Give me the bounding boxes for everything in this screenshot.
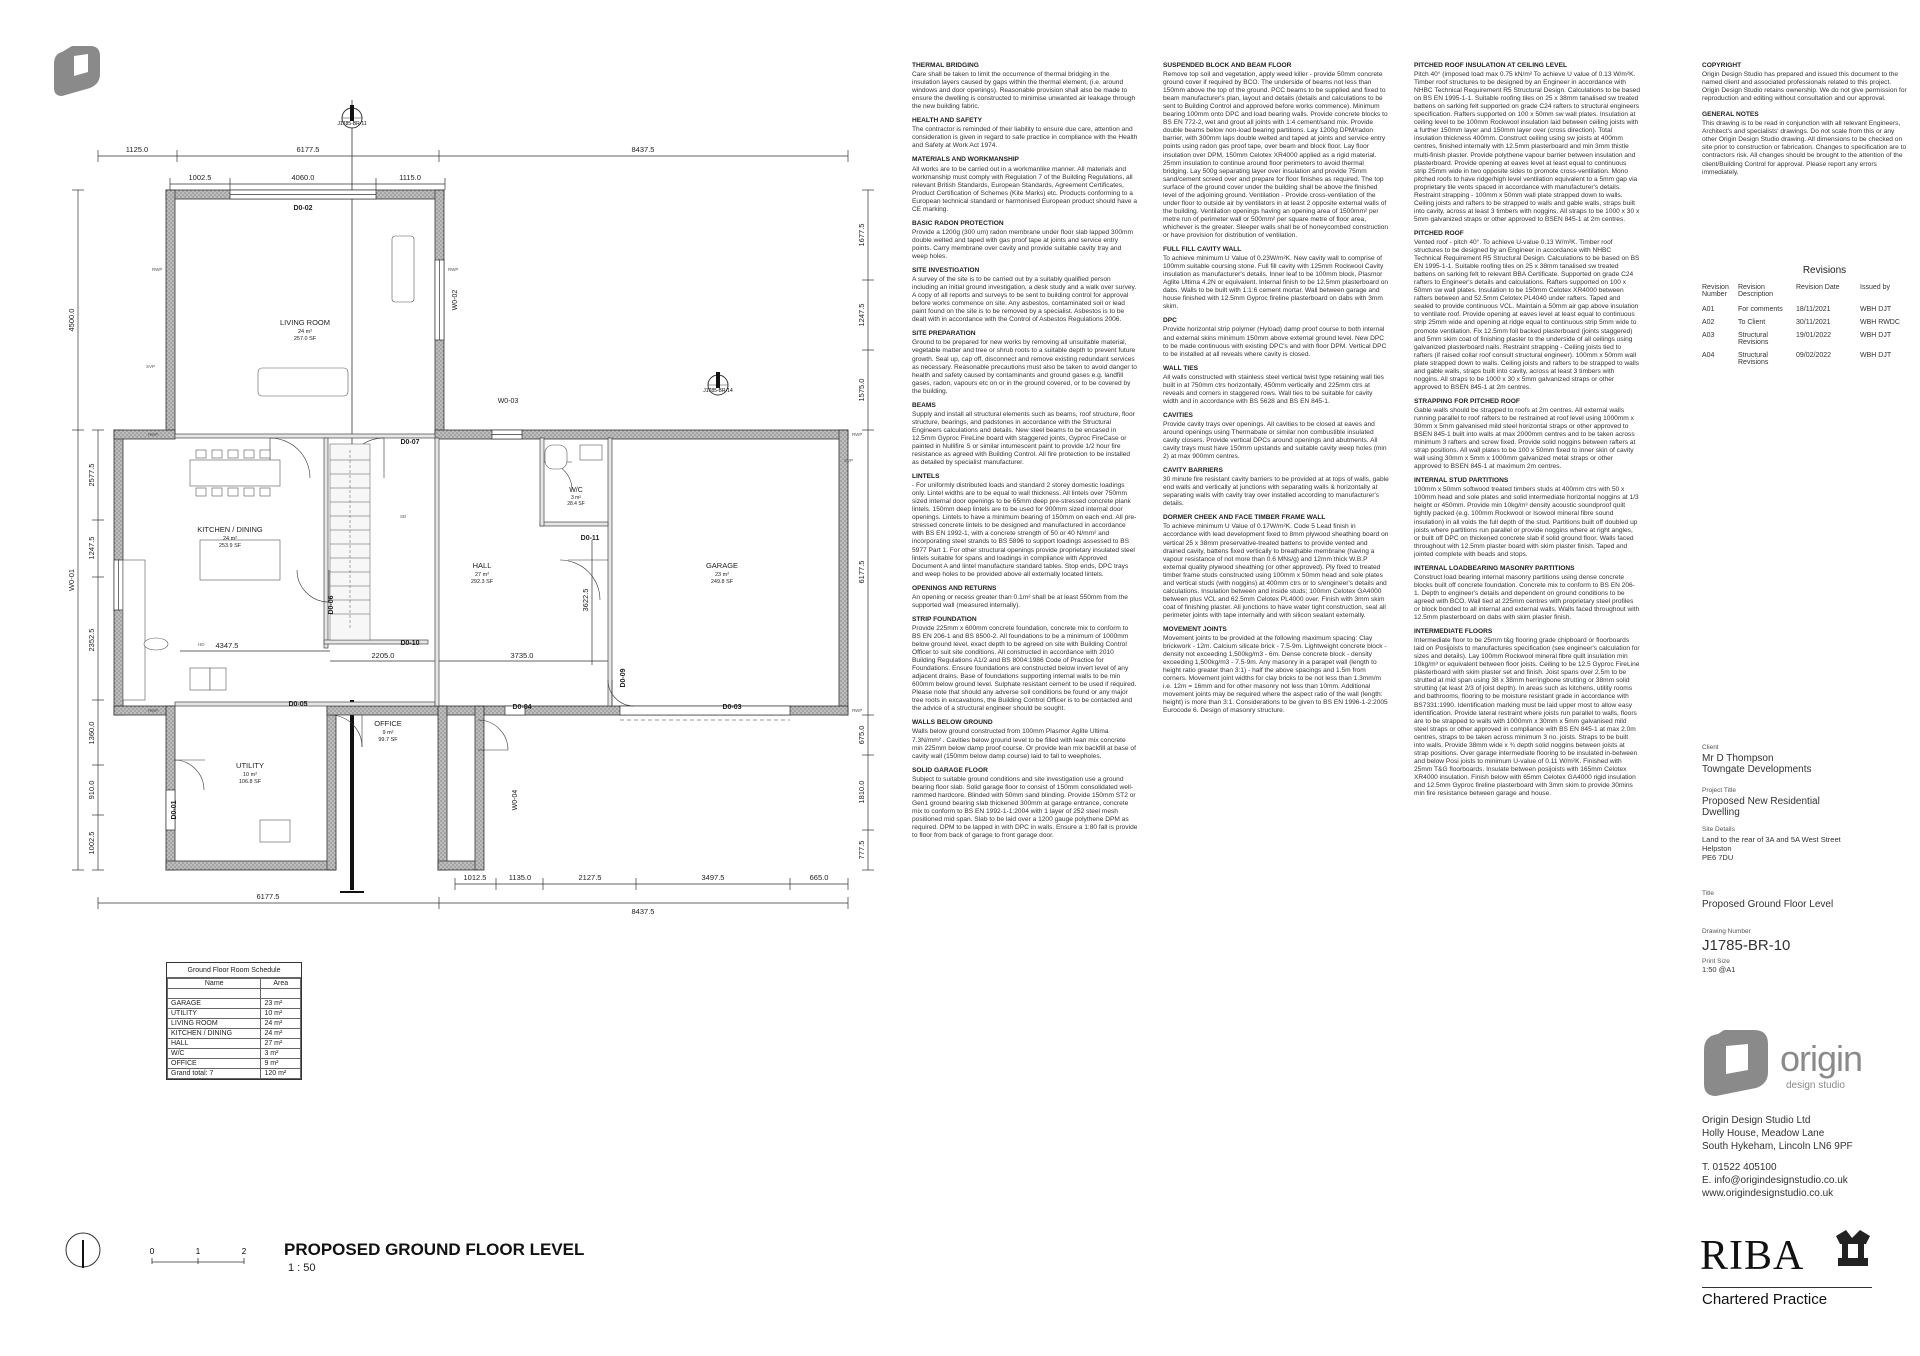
site-label: Site Details	[1702, 826, 1735, 833]
room-sf-office: 99.7 SF	[378, 737, 398, 743]
door-tag: D0-04	[512, 704, 532, 711]
notes-column-3	[1414, 62, 1640, 804]
title-label: Title	[1702, 890, 1715, 897]
svg-text:W0-01: W0-01	[67, 568, 76, 592]
note-heading: SITE PREPARATION	[912, 330, 976, 338]
section-marker-ref: J1785-BR-11	[337, 121, 367, 127]
svg-text:8437.5: 8437.5	[631, 145, 655, 154]
svg-text:SD: SD	[400, 514, 407, 519]
revisions-title: Revisions	[1802, 265, 1847, 276]
room-sf-kitchen: 253.9 SF	[218, 543, 242, 549]
company-address-1: Holly House, Meadow Lane	[1702, 1128, 1825, 1139]
note-section	[1163, 514, 1389, 620]
svg-text:RWP: RWP	[852, 432, 863, 437]
site-town: Helpston	[1702, 844, 1732, 853]
note-section	[912, 156, 1138, 213]
svg-text:1115.0: 1115.0	[399, 173, 421, 182]
room-sf-living: 257.0 SF	[293, 336, 317, 342]
svg-text:1012.5: 1012.5	[463, 873, 487, 882]
schedule-header: Area	[261, 979, 301, 989]
svg-text:RWP: RWP	[852, 708, 863, 713]
room-name-hall: HALL	[472, 561, 492, 570]
note-section	[912, 267, 1138, 324]
svg-text:1002.5: 1002.5	[188, 173, 212, 182]
note-body: To achieve minimum U Value of 0.23W/m²K. New cavity wall to comprise of 100mm suitable coursing stone. Full fill cavity with 125mm Rockwool Cavity insulation as manufacturer's details. Inner leaf to be 100mm block, Plasmor Aglite Ultima 4.2N or equivalent. Internal finish to be 12.5mm plasterboard on dabs. Walls to be built with 1:1:6 cement mortar. Wall between garage and house finished with 12.5mm Gyproc fireline plasterboard on dabs with 3mm skim.	[1163, 255, 1389, 311]
room-area-garage: 23 m²	[714, 572, 730, 578]
origin-logo-mark-icon	[1702, 1028, 1772, 1098]
note-section	[912, 62, 1138, 111]
note-body: An opening or recess greater than 0.1m² shall be at least 550mm from the supported wall (measured internally).	[912, 593, 1128, 609]
client-company: Towngate Developments	[1702, 764, 1812, 775]
garage-door	[620, 706, 790, 720]
svg-text:1135.0: 1135.0	[508, 873, 532, 882]
note-heading: SOLID GARAGE FLOOR	[912, 766, 988, 774]
door-tag: D0-09	[620, 668, 627, 688]
note-heading: INTERNAL STUD PARTITIONS	[1414, 477, 1509, 485]
svg-text:1247.5: 1247.5	[857, 303, 866, 327]
svg-text:1575.0: 1575.0	[857, 378, 866, 402]
company-details	[1702, 1114, 1907, 1200]
room-sf-wc: 28.4 SF	[567, 501, 585, 507]
note-heading: DORMER CHEEK AND FACE TIMBER FRAME WALL	[1163, 514, 1326, 522]
note-body: Remove top soil and vegetation, apply weed killer - provide 50mm concrete ground cover if required by BCO. The underside of beams not less than 150mm above the top of the ground. PCC beams to be supplied and fixed to beam manufacturer's plan, layout and details (details and calculations to be sent to Building Control and approved before works commence). Minimum bearing 100mm onto DPC and load bearing walls. Provide concrete blocks to BS EN 772-2, wet and grout all joints with 1:4 cement/sand mix. Provide double beams below non-load bearing partitions. Lay 1200g DPM/radon barrier, with 300mm laps double welted and taped at joints and service entry points using radon gas proof tape, over beam and block floor. Lay floor insulation over DPM, 150mm Celotex XR4000 applied as a rigid material. 25mm insulation to continue around floor perimeters to avoid thermal bridging. Lay 500g separating layer over insulation and provide 75mm sand/cement screed over and prepare for floor finishes as required. The top surface of the ground cover under the building shall be above the finished level of the adjoining ground. Ventilation - Provide cross-ventilation of the under floor to outside air by ventilators in at least 2 opposite external walls of the building. Ventilation openings having an opening area of 1500mm² per metre run of perimeter wall or 500mm² per square metre of floor area, whichever is the greater. Sleeper walls shall be of honeycombed construction or have provision for distribution of ventilation.	[1163, 71, 1389, 239]
svg-text:1002.5: 1002.5	[87, 831, 96, 855]
svg-text:HD: HD	[198, 642, 205, 647]
site-postcode: PE6 7DU	[1702, 853, 1734, 862]
room-area-wc: 3 m²	[571, 495, 581, 501]
table-row: W/C 3 m²	[168, 1049, 301, 1059]
svg-text:6177.5: 6177.5	[857, 560, 866, 584]
room-sf-hall: 292.3 SF	[470, 579, 494, 585]
note-heading: STRAPPING FOR PITCHED ROOF	[1414, 397, 1520, 405]
door-tag: D0-02	[293, 205, 313, 212]
note-body: Provide horizontal strip polymer (Hyload) damp proof course to both internal and external skins minimum 150mm above external ground level. New DPC to be made continuous with existing DPC's and with floor DPM. Vertical DPC to be installed at all reveals where cavity is closed.	[1163, 326, 1387, 358]
note-section	[1163, 467, 1389, 508]
svg-text:2: 2	[241, 1247, 247, 1256]
svg-text:RWP: RWP	[152, 267, 163, 272]
window-tags	[452, 290, 519, 811]
svg-text:3497.5: 3497.5	[701, 873, 725, 882]
windows	[114, 190, 525, 830]
room-area-living: 24 m²	[297, 329, 313, 335]
company-website[interactable]: www.origindesignstudio.co.uk	[1702, 1188, 1834, 1199]
note-heading: PITCHED ROOF INSULATION AT CEILING LEVEL	[1414, 62, 1567, 69]
note-heading: MOVEMENT JOINTS	[1163, 626, 1227, 633]
origin-logo-subtext: design studio	[1786, 1080, 1845, 1091]
note-section	[912, 719, 1138, 760]
note-section	[912, 117, 1138, 150]
dimension-lines	[72, 150, 874, 909]
table-row: A03 Structural Revisions 19/01/2022 WBH DJT	[1702, 332, 1892, 346]
table-row: OFFICE 9 m²	[168, 1059, 301, 1069]
note-heading: CAVITY BARRIERS	[1163, 467, 1223, 475]
note-section	[1163, 626, 1389, 716]
note-section	[1163, 62, 1389, 240]
schedule-header: Name	[168, 979, 261, 989]
print-size: 1:50 @A1	[1702, 965, 1736, 974]
table-row: HALL 27 m²	[168, 1039, 301, 1049]
note-section	[1414, 62, 1640, 224]
door-tag: D0-01	[171, 800, 178, 820]
scale-label: 1 : 50	[288, 1262, 316, 1274]
note-body: Construct load bearing internal masonry partitions using dense concrete blocks built off concrete foundation. Concrete mix to conform to BS EN 206-1. Depth to engineer's details and dependent on ground conditions to be agreed with BCO. Wall tied at 225mm centres with proprietary steel profiles or block bonded to all internal and external walls. Walls faced throughout with 12.5mm plasterboard on dabs with skim plaster finish.	[1414, 573, 1640, 622]
svg-text:8437.5: 8437.5	[631, 907, 655, 916]
svg-text:1: 1	[195, 1247, 201, 1256]
svg-text:0: 0	[149, 1247, 155, 1256]
note-section	[1414, 230, 1640, 392]
note-heading: BEAMS	[912, 401, 936, 409]
schedule-title: Ground Floor Room Schedule	[167, 963, 301, 978]
door-tag: D0-05	[288, 701, 308, 708]
table-row: A02 To Client 30/11/2021 WBH RWDC	[1702, 319, 1900, 326]
general-notes-body: This drawing is to be read in conjunction with all relevant Engineers, Architect's and specialists' drawings. Do not scale from this or any other Origin Design Studio drawing. All dimensions to be checked on site prior to construction or fabrication. Changes to specification are to contractors risk. All changes should be brought to the attention of the client/Building Control for approval. Please report any errors immediately.	[1702, 120, 1907, 176]
note-heading: OPENINGS AND RETURNS	[912, 584, 997, 592]
drawing-number: J1785-BR-10	[1702, 937, 1791, 954]
svg-text:SVP: SVP	[146, 364, 156, 369]
room-schedule	[166, 962, 302, 1080]
room-sf-utility: 106.8 SF	[238, 779, 262, 785]
svg-text:910.0: 910.0	[87, 780, 96, 800]
note-body: Provide cavity trays over openings. All cavities to be closed at eaves and around openings using Thermabate or similar non combustible insulated cavity closers. Provide vertical DPCs around openings and abutments. All cavity trays must have 150mm upstands and suitable cavity weep holes (min 2) at max 900mm centres.	[1163, 420, 1387, 461]
room-name-living: LIVING ROOM	[279, 318, 331, 327]
svg-text:6177.5: 6177.5	[256, 892, 280, 901]
note-heading: BASIC RADON PROTECTION	[912, 219, 1004, 227]
svg-text:SVP: SVP	[844, 458, 854, 463]
scale-bar	[150, 1247, 247, 1264]
note-section	[912, 616, 1138, 714]
note-body: Ground to be prepared for new works by removing all unsuitable material, vegetable matter and tree or shrub roots to a suitable depth to prevent future growth. Seal up, cap off, disconnect and remove existing redundant services as necessary. Reasonable precautions must also be taken to avoid danger to health and safety caused by contaminants and ground gases e.g. landfill gases, radon, vapours etc on or in the ground covered, or to be covered by the building.	[912, 339, 1137, 395]
note-section	[1163, 412, 1389, 461]
company-phone: T. 01522 405100	[1702, 1162, 1777, 1173]
north-arrow-icon	[66, 1233, 100, 1268]
copyright-body: Origin Design Studio has prepared and issued this document to the named client and associated professionals related to this project. Origin Design Studio retains ownership. We do not give permission for reproduction and editing without consultation and our approval.	[1702, 71, 1907, 103]
svg-text:777.5: 777.5	[857, 840, 866, 860]
note-body: Provide a 1200g (300 um) radon membrane under floor slab lapped 300mm double welted and taped with gas proof tape at joints and service entry points. Carry membrane over cavity and provide suitable cavity tray and weep holes.	[912, 228, 1134, 260]
riba-subtitle: Chartered Practice	[1702, 1291, 1828, 1308]
note-section	[1414, 398, 1640, 471]
site-address: Land to the rear of 3A and 5A West Street	[1702, 835, 1841, 844]
note-heading: SITE INVESTIGATION	[912, 267, 980, 275]
door-tag: D0-11	[580, 535, 600, 542]
note-heading: THERMAL BRIDGING	[912, 62, 979, 69]
client-label: Client	[1702, 744, 1719, 751]
svg-text:675.0: 675.0	[857, 725, 866, 745]
company-name: Origin Design Studio Ltd	[1702, 1115, 1811, 1126]
section-marker-ref: J1785-BR-14	[703, 388, 733, 394]
project-label: Project Title	[1702, 787, 1736, 794]
svg-text:1125.0: 1125.0	[125, 145, 149, 154]
note-body: All walls constructed with stainless steel vertical twist type retaining wall ties built in at 750mm ctrs horizontally, 450mm vertically and 225mm ctrs at reveals and corners in staggered rows. Wall ties to be suitable for cavity width and in accordance with BS 5628 and BS EN 845-1.	[1163, 373, 1384, 405]
svg-text:3735.0: 3735.0	[510, 651, 534, 660]
room-area-hall: 27 m²	[474, 572, 490, 578]
svg-text:4347.5: 4347.5	[215, 641, 239, 650]
door-tag: D0-06	[328, 595, 335, 615]
svg-text:RWP: RWP	[448, 267, 459, 272]
table-row: KITCHEN / DINING 24 m²	[168, 1029, 301, 1039]
svg-text:1360.0: 1360.0	[87, 721, 96, 745]
note-body: The contractor is reminded of their liability to ensure due care, attention and consideration is given in regard to safe practice in compliance with the Health and Safety at Work Act 1974.	[912, 126, 1138, 150]
origin-logo-text: origin	[1780, 1038, 1863, 1079]
door-swings	[174, 438, 634, 790]
table-row: LIVING ROOM 24 m²	[168, 1019, 301, 1029]
note-body: Supply and install all structural elements such as beams, roof structure, floor structure, bearings, and padstones in accordance with the Structural Engineers calculations and details. New steel beams to be encased in 12.5mm Gyproc FireLine board with staggered joints, Gyproc FireCase or painted in Nullifire S or similar intumescent paint to provide 1/2 hour fire resistance as agreed with Building Control. All fire protection to be installed as detailed by specialist manufacturer.	[912, 410, 1135, 467]
project-title-2: Dwelling	[1702, 807, 1740, 818]
svg-text:3622.5: 3622.5	[581, 588, 590, 612]
title-block	[1702, 744, 1907, 974]
origin-logo-mark-icon	[54, 46, 100, 96]
note-section	[912, 402, 1138, 467]
note-body: Subject to suitable ground conditions and site investigation use a ground bearing floor slab. Solid garage floor to consist of 150mm consolidated well-rammed hardcore. Blinded with 50mm sand blinding. Provide 150mm ST2 or Gen1 ground bearing slab thickened 300mm at garage entrance, concrete mix to conform to BS EN 1992-1-1:2004 with 1 layer of 252 steel mesh positioned mid span. Slab to be laid over a 1200 gauge polythene DPM as required. DPM to be lapped in with DPC in walls. Ensure a 1:80 fall is provide to floor from back of garage to front garage door.	[912, 775, 1138, 840]
svg-text:RWP: RWP	[148, 708, 159, 713]
note-section	[1414, 628, 1640, 798]
staircase	[330, 444, 370, 640]
room-sf-garage: 249.8 SF	[710, 579, 734, 585]
notes-column-1	[912, 62, 1138, 846]
svg-text:1247.5: 1247.5	[87, 536, 96, 560]
svg-text:RWP: RWP	[148, 432, 159, 437]
project-title: Proposed New Residential	[1702, 796, 1820, 807]
note-heading: INTERMEDIATE FLOORS	[1414, 628, 1493, 636]
section-line	[350, 700, 354, 890]
note-heading: WALL TIES	[1163, 364, 1199, 372]
svg-text:2577.5: 2577.5	[87, 463, 96, 487]
origin-logo	[1702, 1028, 1907, 1098]
note-section	[912, 585, 1138, 610]
note-heading: STRIP FOUNDATION	[912, 615, 977, 623]
note-section	[912, 473, 1138, 579]
window-tag: W0-03	[497, 398, 519, 405]
note-body: To achieve minimum U Value of 0.17W/m²K. Code 5 Lead finish in accordance with lead development fixed to 8mm plywood sheathing board on vertical 25 x 38mm preservative-treated battens to provide vented and drained cavity, battens fixed vertically to breathable membrane (having a vapour resistance of not more than 0.6 MNs/g) and 12mm thick W.B.P external quality plywood sheathing (or other approved). Ply fixed to treated timber frame studs constructed using 100mm x 50mm head and sole plates and vertical studs (with noggins) at 400mm ctrs or to s/engineer's details and calculations. Insulation between and inside studs; 100mm Celotex GA4000 between plus VCL and 62.5mm Celotex PL4000 over. Finish with 3mm skim coat of finishing plaster. All junctions to have water tight construction, seal all perimeter joints with tape internally and with silicon sealant externally.	[1163, 523, 1389, 619]
svg-text:4500.0: 4500.0	[67, 308, 76, 332]
table-row: A04 Structural Revisions 09/02/2022 WBH DJT	[1702, 352, 1892, 366]
room-name-wc: W/C	[569, 487, 583, 494]
note-body: All works are to be carried out in a workmanlike manner. All materials and workmanship must comply with Regulation 7 of the Building Regulations, all relevant British Standards, European Standards, Agreement Certificates, Product Certification of Schemes (Kite Marks) etc. Products conforming to a European technical standard or harmonised European product should have a CE marking.	[912, 165, 1138, 213]
copyright-notes	[1702, 62, 1907, 183]
note-section	[912, 330, 1138, 395]
section-marker-mid	[703, 372, 733, 395]
room-name-garage: GARAGE	[705, 561, 739, 570]
print-size-label: Print Size	[1702, 958, 1730, 965]
general-notes-heading: GENERAL NOTES	[1702, 111, 1759, 119]
door-tag: D0-07	[400, 439, 420, 446]
note-body: Care shall be taken to limit the occurrence of thermal bridging in the insulation layers caused by gaps within the thermal element, (i.e. around windows and door openings). Reasonable provision shall also be made to ensure the dwelling is constructed to minimise unwanted air leakage through the new building fabric.	[912, 71, 1136, 111]
note-body: - For uniformly distributed loads and standard 2 storey domestic loadings only. Lintel widths are to be equal to wall thickness. All lintels over 750mm sized internal door openings to be 65mm deep pre-stressed concrete plank lintels. 150mm deep lintels are to be used for 900mm sized internal door openings. Lintels to have a minimum bearing of 150mm on each end. All pre-stressed concrete lintels to be designed and manufactured in accordance with BS EN 1992-1, with a concrete strength of 50 or 40 N/mm² and incorporating steel strands to BS 5896 to support loadings assessed to BS 5977 Part 1. For other structural openings provide proprietary insulated steel lintels suitable for spans and loadings in compliance with Approved Document A and lintel manufacture standard tables. Stop ends, DPC trays and weep holes to be provided above all externally located lintels.	[912, 482, 1137, 578]
svg-text:1677.5: 1677.5	[857, 223, 866, 247]
note-heading: INTERNAL LOADBEARING MASONRY PARTITIONS	[1414, 564, 1575, 572]
table-row: A01 For comments 18/11/2021 WBH DJT	[1702, 306, 1892, 313]
riba-logo: RIBA	[1700, 1233, 1805, 1279]
note-body: Pitch 40° (imposed load max 0.75 kN/m² To achieve U value of 0.13 W/m²K. Timber roof structures to be designed by an Engineer in accordance with NHBC Technical Requirement R5 Structural Design. Calculations to be based on BS EN 1995-1-1. Suitable roofing tiles on 25 x 38mm tanalised sw treated battens on sarking felt supported on grade C24 rafters to structural engineers specification. Rafters supported on 100 x 50mm sw wall plates. Insulation at ceiling level to be 100mm Rockwool insulation laid between ceiling joists with a further 150mm layer and 150mm layer over (cross direction). Total insulation thickness 400mm. Construct ceiling using sw joists at 400mm centres, finished internally with 12.5mm plasterboard and min 3mm thistle multi-finish plaster. Provide polythene vapour barrier between insulation and plasterboard. Provide opening at eaves level at least equal to continuous strip 25mm wide in two opposite sides to promote cross-ventilation. Mono pitched roofs to have ridge/high level ventilation equivalent to a 5mm gap via proprietary tile vents spaced in accordance with manufacturer's details. Restraint strapping - 100mm x 50mm wall plate strapped down to walls. Ceiling joists and rafters to be strapped to walls and gable walls, straps built into cavity, across at least 3 timbers with noggins. All straps to be 1000 x 30 x 5mm galvanized straps or other approved to BSEN 845-1 at 2m centres.	[1414, 71, 1641, 223]
note-body: 100mm x 50mm softwood treated timbers studs at 400mm ctrs with 50 x 100mm head and sole plates and solid intermediate horizontal noggins at 1/3 height or 450mm. Provide min 10kg/m³ density acoustic soundproof quilt tightly packed (e.g. 100mm Rockwool or Isowool mineral fibre sound insulation) in all voids the full depth of the stud. Partitions built off doubled up joists where partitions run parallel or provide noggins where at right angles, or built off DPC on thickened concrete slab if solid ground floor. Walls faced throughout with 12.5mm plaster board with skim plaster finish. Taped and jointed complete with beads and stops.	[1414, 486, 1639, 558]
note-body: Movement joints to be provided at the following maximum spacing: Clay brickwork - 12m. Calcium silicate brick - 7.5-9m. Lightweight concrete block - density not exceeding 1,500kg/m3 - 6m. Dense concrete block - density exceeding 1,500kg/m3 - 7.5-9m. Any masonry in a parapet wall (length to height ratio greater than 3:1) - half the above spacings and 1.5m from corners. Movement joint widths for clay bricks to be not less than 1.3mm/m i.e. 12m = 16mm and for other masonry not less than 10mm. Additional movement joints may be required where the aspect ratio of the wall (length: height) is more than 3:1. Considerations to be given to BS EN 1996-1-2:2005 Eurocode 6. Design of masonry structure.	[1163, 635, 1388, 715]
note-section	[912, 767, 1138, 840]
note-body: Intermediate floor to be 25mm t&g flooring grade chipboard or floorboards laid on Posijoists to manufactures specification (see engineer's calculation for sizes and details). Lay 100mm Rockwool mineral fibre quilt insulation min 10kg/m³ or equivalent between floor joists. Ceiling to be 12.5 Gyproc FireLine plasterboard with skim plaster set and finish. Joist spans over 2.5m to be strutted at mid span using 38 x 38mm herringbone strutting or 38mm solid strutting (at least 2/3 of joist depth). In areas such as kitchens, utility rooms and bathrooms, flooring to be moisture resistant grade in accordance with BS7331:1990. Identification marking must be laid upper most to allow easy identification. Provide lateral restraint where joists run parallel to walls, floors are to be strapped to walls with 1000mm x 30mm x 5mm galvanised mild steel straps or other approved in compliance with BS EN 845-1 at max 2.0m centres, straps to be taken across minimum 3 no. joists. Straps to be built into walls. Provide 38mm wide x ¾ depth solid noggins between joists at strap positions. Over garage intermediate flooring to be insulated in-between and below Posi joists to minimum U-value of 0.11 W/m²K. Finished with 25mm T&G floorboards. Insulate between posijoists with 165mm Celotex XR4000 insulation. Finish below with 65mm Celotex GA4000 rigid insulation and 12.5mm Gyproc fireline plasterboard with 3mm skim to provide 30mins min fire resistance between garage and house.	[1414, 637, 1640, 798]
svg-text:4060.0: 4060.0	[291, 173, 315, 182]
note-heading: PITCHED ROOF	[1414, 229, 1464, 237]
table-row: Grand total: 7 120 m²	[168, 1069, 301, 1079]
note-body: 30 minute fire resistant cavity barriers to be provided at at tops of walls, gable end walls and vertically at junctions with separating walls & horizontally at separating walls with cavity tray over installed according to manufacturer's details.	[1163, 476, 1389, 508]
svg-text:2352.5: 2352.5	[87, 628, 96, 652]
svg-text:1810.0: 1810.0	[857, 780, 866, 804]
note-section	[912, 220, 1138, 261]
note-heading: HEALTH AND SAFETY	[912, 117, 982, 125]
room-name-kitchen: KITCHEN / DINING	[197, 525, 263, 534]
drawing-number-label: Drawing Number	[1702, 928, 1751, 935]
note-body: Walls below ground constructed from 100mm Plasmor Aglite Ultima 7.3N/mm² . Cavities below ground level to be filled with lean mix concrete min 225mm below damp proof course. Or provide lean mix backfill at base of cavity wall (150mm below damp course) laid to fall to weepholes.	[912, 728, 1136, 760]
svg-text:2205.0: 2205.0	[371, 651, 395, 660]
copyright-heading: COPYRIGHT	[1702, 62, 1742, 69]
table-row: GARAGE 23 m²	[168, 999, 301, 1009]
note-heading: CAVITIES	[1163, 411, 1193, 419]
note-body: A survey of the site is to be carried out by a suitably qualified person including an initial ground investigation, a desk study and a walk over survey. A copy of all reports and surveys to be sent to building control for approval before works commence on site. Any asbestos, contaminated soil or lead paint found on the site is to be removed by a specialist. Asbestos is to be dealt with in accordance with the Control of Asbestos Regulations 2006.	[912, 276, 1137, 324]
door-tag: D0-10	[400, 640, 420, 647]
window-tag: W0-04	[512, 789, 519, 811]
note-body: Vented roof - pitch 40°. To achieve U-value 0.13 W/m²K. Timber roof structures to be designed by an Engineer in accordance with NHBC Technical Requirement R5 Structural Design. Calculations to be based on BS EN 1995-1-1. Suitable roofing tiles on 25 x 38mm tanalised sw treated battens on sarking felt to relevant BBA Certificate. Supported on grade C24 rafters to Engineer's details and calculations. Rafters supported on 100 x 50mm sw wall plates. Insulation to be 150mm Celotex XR4000 between rafters between and 52.5mm Celotex PL4040 under rafters. Taped and sealed to provide continuous VCL. Maintain a 50mm air gap above insulation to ventilate roof. Provide opening at eaves level at least equal to continuous strip 25mm wide and opening at ridge equal to continuous strip 5mm wide to promote ventilation. Fix 12.5mm foil backed plasterboard (joints staggered) and 5mm skim coat of finishing plaster to the underside of all ceilings using galvanized plasterboard nails. Restraint strapping - Ceiling joists tied to rafters (if raised collar roof consult structural engineer). 100mm x 50mm wall plate strapped down to walls. Ceiling joists and rafters to be strapped to walls and gable walls, straps built into cavity, across at least 3 timbers with noggins. All straps to be 1000 x 30 x 5mm galvanized straps or other approved to BSEN 845-1 at 2m centres.	[1414, 238, 1640, 391]
dimension-labels	[67, 145, 866, 916]
note-section	[1163, 365, 1389, 406]
room-area-utility: 10 m²	[242, 772, 258, 778]
note-heading: LINTELS	[912, 473, 940, 481]
room-name-utility: UTILITY	[236, 761, 264, 770]
room-area-kitchen: 24 m²	[222, 536, 238, 542]
window-tag: W0-02	[452, 289, 459, 311]
note-body: Gable walls should be strapped to roofs at 2m centres. All external walls running parallel to roof rafters to be restrained at roof level using 1000mm x 30mm x 5mm galvanised mild steel horizontal straps or other approved to BSEN 845-1 built into walls at max 2000mm centres and to be taken across minimum 3 rafters and screw fixed. Provide solid noggins between rafters at strap positions. All wall plates to be 100 x 50mm fixed to inner skin of cavity wall using 30mm x 5mm x 1000mm galvanized metal straps or other approved to BSEN 845-1 at maximum 2m centres.	[1414, 406, 1636, 471]
company-email[interactable]: E. info@origindesignstudio.co.uk	[1702, 1175, 1848, 1186]
note-heading: DPC	[1163, 317, 1177, 325]
note-heading: WALLS BELOW GROUND	[912, 719, 993, 727]
note-section	[1163, 317, 1389, 358]
door-tag: D0-03	[722, 704, 742, 711]
revisions-table: Revisions Revision Number Revision Description Revision Date Issued by A01 For comments 18/11/2021 WBH DJT A02 To Client 30/11/2021 WBH RWDC A03 Structural Revisions 19/01/2022 WBH DJT A04 Structural Revisions 09/02/2022 WBH DJT	[1702, 265, 1907, 370]
note-body: Provide 225mm x 600mm concrete foundation, concrete mix to conform to BS EN 206-1 and BS 8500-2. All foundations to be a minimum of 1000mm below ground level, exact depth to be agreed on site with Building Control Officer to suit site conditions. All constructed in accordance with 2010 Building Regulations A1/2 and BS 8004:1986 Code of Practice for Foundations. Ensure foundations are constructed below invert level of any adjacent drains. Base of foundations supporting internal walls to be min 600mm below ground level. Sulphate resistant cement to be used if required. Please note that should any adverse soil conditions be found or any major tree roots in excavations, the Building Control Officer is to be contacted and the advice of a structural engineer should be sought.	[912, 624, 1137, 713]
company-address-2: South Hykeham, Lincoln LN6 9PF	[1702, 1141, 1853, 1152]
note-heading: FULL FILL CAVITY WALL	[1163, 246, 1242, 254]
room-name-office: OFFICE	[374, 719, 402, 728]
note-section	[1414, 565, 1640, 622]
note-heading: MATERIALS AND WORKMANSHIP	[912, 156, 1019, 164]
sheet-title: Proposed Ground Floor Level	[1702, 899, 1834, 910]
svg-text:6177.5: 6177.5	[296, 145, 320, 154]
riba-lion-emblem-icon	[1836, 1230, 1870, 1266]
svg-text:665.0: 665.0	[809, 873, 829, 882]
note-section	[1163, 246, 1389, 311]
svg-text:2127.5: 2127.5	[578, 873, 602, 882]
drawing-title: PROPOSED GROUND FLOOR LEVEL	[284, 1240, 585, 1259]
notes-column-2	[1163, 62, 1389, 722]
table-row: UTILITY 10 m²	[168, 1009, 301, 1019]
client-name: Mr D Thompson	[1702, 753, 1774, 764]
room-area-office: 9 m²	[382, 730, 394, 736]
note-heading: SUSPENDED BLOCK AND BEAM FLOOR	[1163, 62, 1292, 69]
note-section	[1414, 477, 1640, 558]
